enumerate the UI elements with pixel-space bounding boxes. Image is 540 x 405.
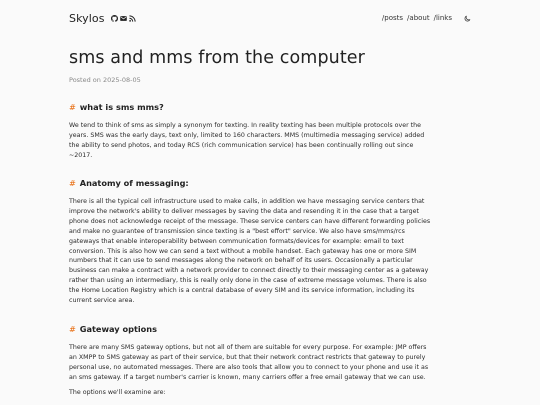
paragraph-line: and make no guarantee of transmission since texting is a "best effort" service. We also have sms/mms/rcs (69, 227, 405, 235)
paragraph-line: business can make a contract with a network provider to connect directly to their messaging center as a gateway (69, 267, 429, 275)
nav-link-links[interactable]: /links (433, 14, 452, 22)
paragraph-line: ~2017. (69, 151, 93, 159)
post-date: Posted on 2025-08-05 (69, 76, 141, 84)
main-nav (382, 14, 471, 22)
section-paragraph (69, 197, 473, 306)
paragraph-line: gateways that enable interoperability between communication formats/devices for example: email to text (69, 237, 404, 245)
site-title[interactable]: Skylos (69, 11, 105, 25)
theme-toggle-button[interactable] (456, 15, 471, 22)
heading-anchor[interactable]: # (69, 178, 76, 188)
paragraph-line: rather than using an intermediary, this is really only done in the case of extreme message volumes. There is also (69, 277, 427, 285)
paragraph-line: improve the network's ability to deliver messages by saving the data and resending it in the case that a target (69, 207, 419, 215)
paragraph-line: There is all the typical cell infrastructure used to make calls, in addition we have messaging service centers that (69, 198, 425, 205)
github-icon[interactable] (111, 15, 118, 22)
closing-paragraph (69, 388, 473, 398)
post-title: sms and mms from the computer (69, 48, 365, 68)
paragraph-line: years. SMS was the early days, text only, limited to 160 characters. MMS (multimedia messaging service) added (69, 131, 425, 139)
paragraph-line: phone does not acknowledge receipt of the message. These service centers can have different forwarding policies (69, 217, 431, 225)
paragraph-line: There are many SMS gateway options, but not all of them are suitable for every purpose. For example: JMP offers (69, 344, 427, 351)
paragraph-line: The options we'll examine are: (69, 389, 166, 396)
paragraph-line: We tend to think of sms as simply a synonym for texting. In reality texting has been multiple protocols over the (69, 122, 422, 129)
paragraph-line: personal use, no automated messages. There are also tools that allow you to connect to your phone and use it as (69, 363, 429, 371)
moon-icon (464, 15, 471, 22)
paragraph-line: conversion. This is also how we can send a text without a mobile handset. Each gateway has one or more SIM (69, 247, 417, 255)
section-paragraph (69, 343, 473, 383)
paragraph-line: numbers that it can use to send messages along the network on behalf of its users. Occasionally a particular (69, 257, 413, 265)
section-heading (69, 102, 164, 112)
nav-link-posts[interactable]: /posts (381, 14, 404, 22)
paragraph-line: current service area. (69, 297, 135, 305)
brand (69, 12, 136, 25)
section-heading-text: Gateway options (79, 324, 158, 334)
paragraph-line: the Home Location Registry which is a central database of every SIM and its service information, including its (69, 287, 415, 295)
heading-anchor[interactable]: # (69, 102, 76, 112)
paragraph-line: an XMPP to SMS gateway as part of their service, but that their network contract restricts that gateway to purely (69, 353, 426, 361)
section-heading-text: Anatomy of messaging: (79, 178, 189, 188)
rss-icon[interactable] (129, 15, 136, 22)
section-heading (69, 324, 157, 334)
nav-link-about[interactable]: /about (407, 14, 430, 22)
paragraph-line: an sms gateway. If a target number's carrier is known, many carriers offer a free email gateway that we can use. (69, 373, 426, 381)
heading-anchor[interactable]: # (69, 324, 76, 334)
section-heading-text: what is sms mms? (79, 102, 164, 112)
mail-icon[interactable] (120, 15, 127, 22)
site-header (69, 8, 471, 28)
social-links (111, 15, 136, 22)
section-heading (69, 178, 189, 188)
paragraph-line: the ability to send photos, and today RCS (rich communication service) has been continually rolling out since (69, 141, 414, 149)
section-paragraph (69, 121, 473, 161)
